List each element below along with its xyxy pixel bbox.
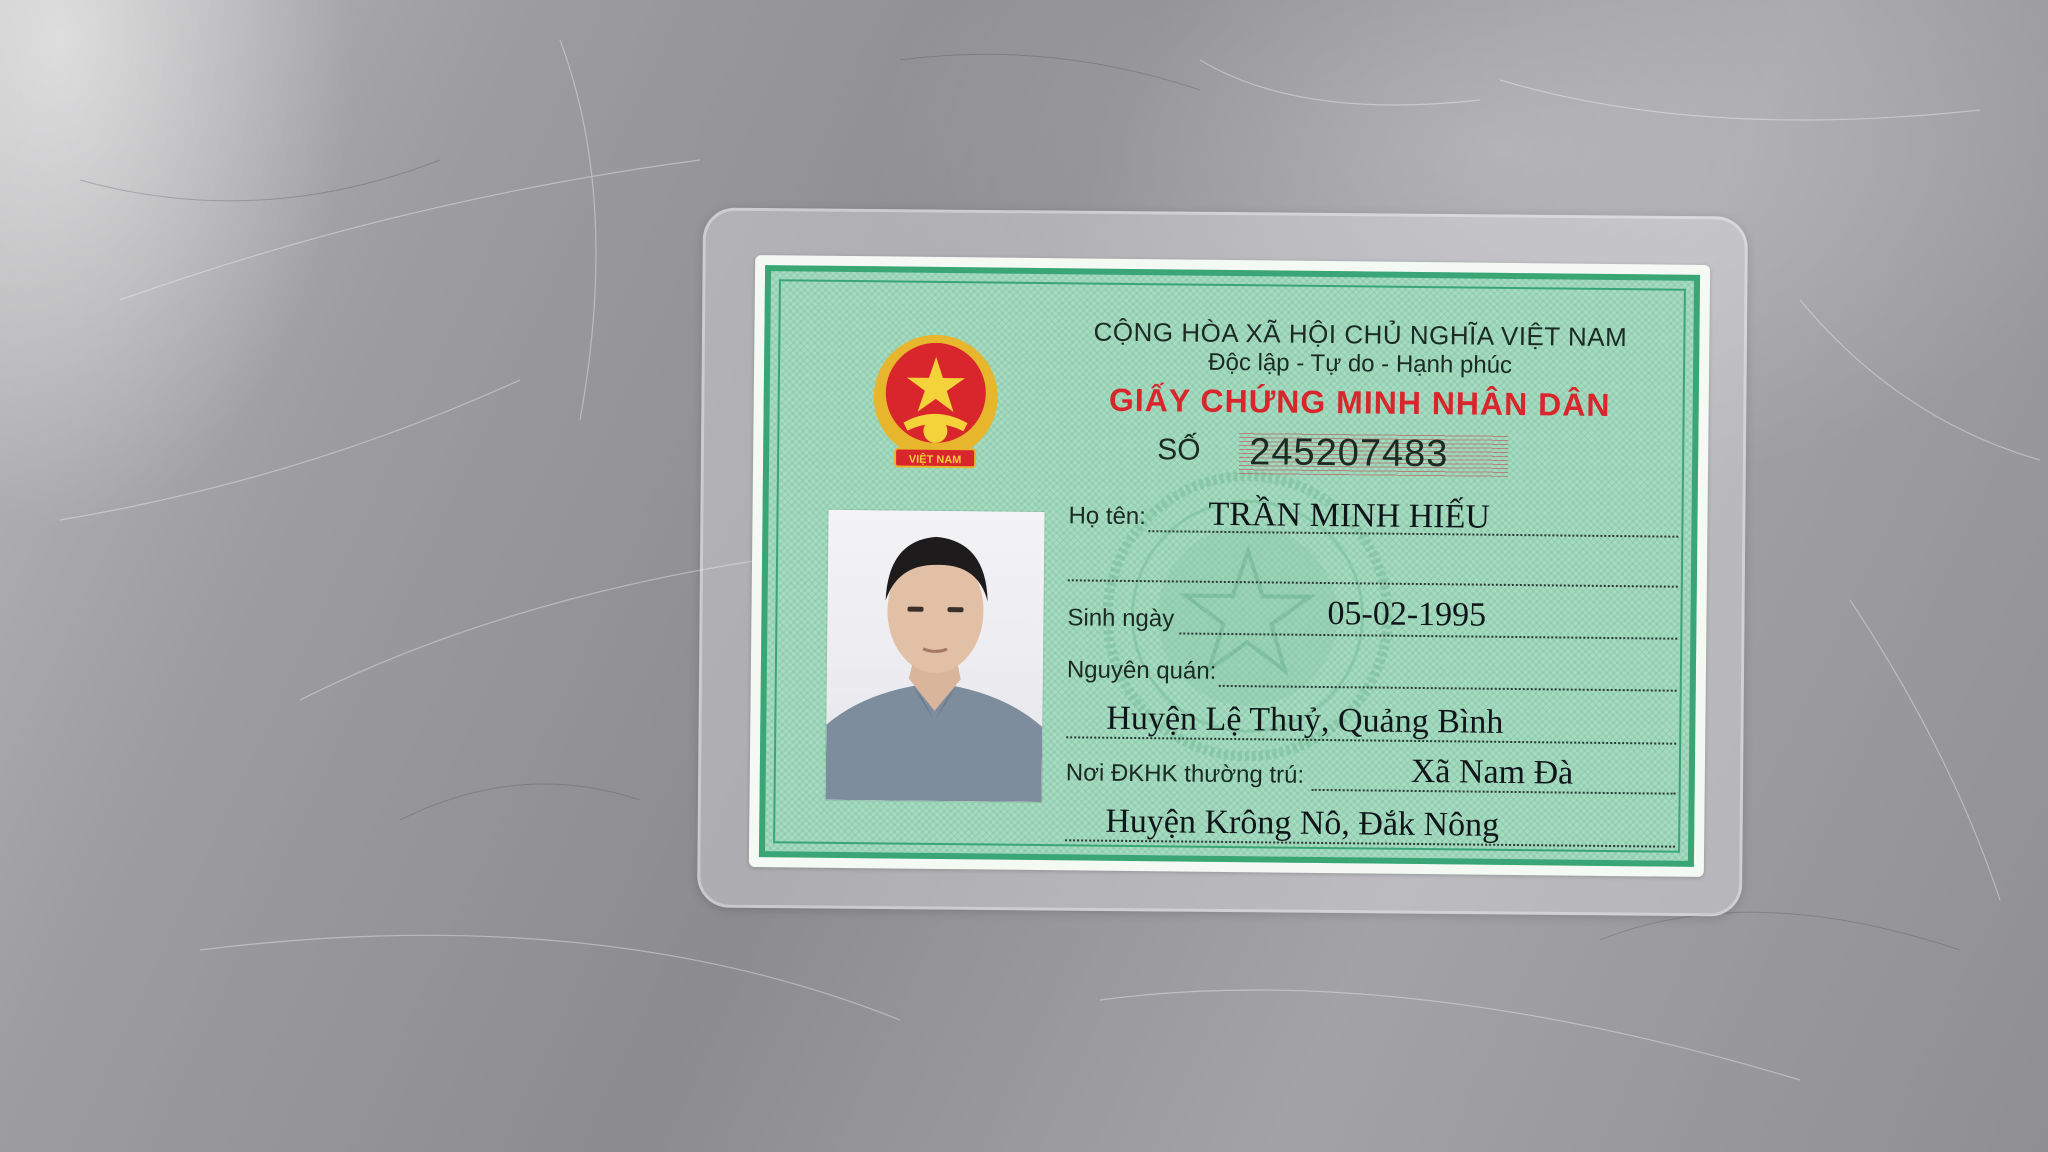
header-motto: Độc lập - Tự do - Hạnh phúc: [1208, 348, 1513, 379]
name-value: TRẦN MINH HIẾU: [1208, 495, 1491, 536]
number-label: SỐ: [1157, 433, 1201, 467]
residence-label: Nơi ĐKHK thường trú:: [1065, 759, 1305, 789]
header-republic: CỘNG HÒA XÃ HỘI CHỦ NGHĨA VIỆT NAM: [1093, 316, 1628, 353]
dob-dotted-line: [1179, 632, 1677, 639]
star-seal-icon: [1096, 465, 1399, 768]
id-card: [749, 255, 1710, 877]
neck: [908, 661, 961, 712]
scratch-line: [200, 935, 900, 1020]
origin-label: Nguyên quán:: [1066, 656, 1217, 685]
residence-value-dotted-line: [1065, 839, 1675, 847]
residence-value-line1: Xã Nam Đà: [1410, 752, 1574, 792]
dob-value: 05-02-1995: [1327, 595, 1487, 634]
scratch-line: [400, 784, 640, 820]
scratch-line: [1800, 300, 2040, 460]
scratch-line: [1200, 60, 1480, 105]
hair: [886, 536, 989, 601]
national-emblem-icon: [857, 330, 1015, 482]
number-value: 245207483: [1239, 431, 1509, 477]
name-dotted-line: [1148, 530, 1678, 538]
scratch-line: [80, 160, 440, 201]
scratch-line: [120, 160, 700, 300]
origin-value: Huyện Lệ Thuỷ, Quảng Bình: [1106, 699, 1504, 741]
portrait-photo: [826, 510, 1045, 802]
id-card-front: [759, 265, 1700, 867]
residence-value-line2: Huyện Krông Nô, Đắk Nông: [1105, 802, 1500, 844]
residence-dotted-line: [1312, 789, 1676, 795]
scratch-line: [1100, 990, 1800, 1080]
shirt: [826, 682, 1043, 802]
face: [887, 548, 984, 673]
scratch-line: [1500, 80, 1980, 120]
name-label: Họ tên:: [1068, 502, 1147, 531]
svg-text:VIỆT NAM: VIỆT NAM: [908, 453, 962, 467]
dob-label: Sinh ngày: [1067, 604, 1175, 633]
scratch-line: [1600, 912, 1960, 950]
scratch-line: [560, 40, 596, 420]
scratch-line: [1850, 600, 2000, 900]
scratch-line: [60, 380, 520, 520]
origin-value-dotted-line: [1066, 736, 1676, 744]
blank-dotted-line: [1068, 579, 1678, 587]
scratch-line: [900, 54, 1200, 90]
origin-dotted-line: [1219, 685, 1677, 692]
card-title: GIẤY CHỨNG MINH NHÂN DÂN: [1108, 381, 1611, 423]
scratch-line: [300, 560, 760, 700]
